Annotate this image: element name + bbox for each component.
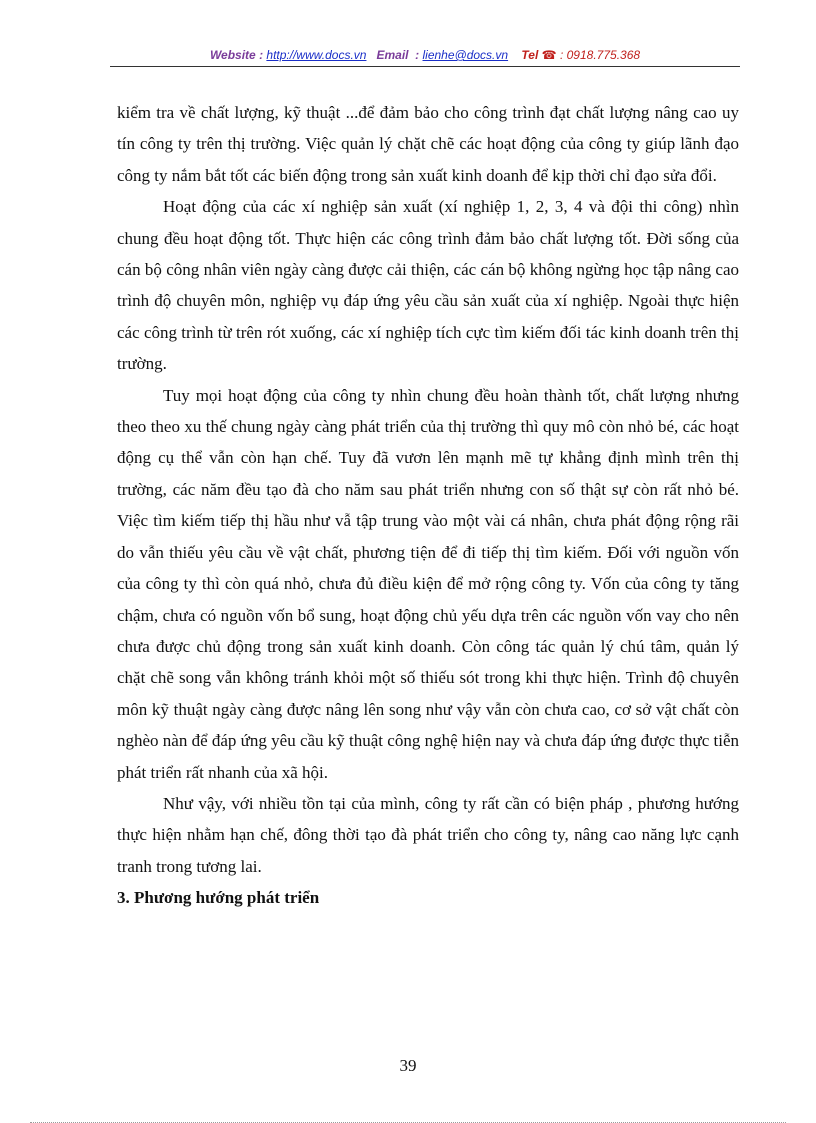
document-body — [117, 97, 739, 914]
phone-icon: ☎ — [541, 48, 557, 62]
page-number: 39 — [399, 1056, 417, 1075]
page-header — [110, 47, 740, 63]
tel-number: : 0918.775.368 — [559, 48, 641, 62]
header-divider — [110, 66, 740, 67]
section-heading: 3. Phương hướng phát triển — [117, 888, 320, 908]
website-link[interactable]: http://www.docs.vn — [266, 48, 367, 62]
email-label: Email — [376, 48, 409, 62]
paragraph-3: Tuy mọi hoạt động của công ty nhìn chung đều hoàn thành tốt, chất lượng nhưng theo theo xu thế chung ngày càng phát triển của thị trường thì quy mô còn nhỏ bé, các hoạt động cụ thể vẫn còn hạn chế. Tuy đã vươn lên mạnh mẽ tự khẳng định mình trên thị trường, các năm đều tạo đà cho năm sau phát triển nhưng con số thật sự còn rất nhỏ bé. Việc tìm kiếm tiếp thị hầu như vẫ tập trung vào một vài cá nhân, chưa phát động rộng rãi do vẫn thiếu yêu cầu về vật chất, phương tiện để đi tiếp thị tìm kiếm. Đối với nguồn vốn của công ty thì còn quá nhỏ, chưa đủ điều kiện để mở rộng công ty. Vốn của công ty tăng chậm, chưa có nguồn vốn bổ sung, hoạt động chủ yếu dựa trên các nguồn vốn vay cho nên chưa được chủ động trong sản xuất kinh doanh. Còn công tác quản lý chú tâm, quản lý chặt chẽ song vẫn không tránh khỏi một số thiếu sót trong khi thực hiện. Trình độ chuyên môn kỹ thuật ngày càng được nâng lên song như vậy vẫn còn chưa cao, cơ sở vật chất còn nghèo nàn để đáp ứng yêu cầu kỹ thuật công nghệ hiện nay và chưa đáp ứng được thực tiễn phát triển rất nhanh của xã hội. — [117, 385, 740, 782]
tel-label: Tel — [521, 48, 539, 62]
paragraph-1: kiểm tra về chất lượng, kỹ thuật ...để đảm bảo cho công trình đạt chất lượng nâng cao uy tín công ty trên thị trường. Việc quản lý chặt chẽ các hoạt động của công ty giúp lãnh đạo công ty nắm bắt tốt các biến động trong sản xuất kinh doanh để kịp thời chỉ đạo sửa đổi. — [117, 103, 739, 185]
email-link[interactable]: lienhe@docs.vn — [422, 48, 509, 62]
paragraph-4: Như vậy, với nhiều tồn tại của mình, công ty rất cần có biện pháp , phương hướng thực hiện nhằm hạn chế, đông thời tạo đà phát triển cho công ty, nâng cao năng lực cạnh tranh trong tương lai. — [117, 793, 739, 876]
email-colon: : — [415, 48, 420, 62]
paragraph-2: Hoạt động của các xí nghiệp sản xuất (xí nghiệp 1, 2, 3, 4 và đội thi công) nhìn chung đều hoạt động tốt. Thực hiện các công trình đảm bảo chất lượng tốt. Đời sống của cán bộ công nhân viên ngày càng được cải thiện, các cán bộ không ngừng học tập nâng cao trình độ chuyên môn, nghiệp vụ đáp ứng yêu cầu sản xuất của xí nghiệp. Ngoài thực hiện các công trình từ trên rót xuống, các xí nghiệp tích cực tìm kiếm đối tác kinh doanh trên thị trường. — [117, 197, 739, 374]
website-label: Website : — [209, 48, 264, 62]
